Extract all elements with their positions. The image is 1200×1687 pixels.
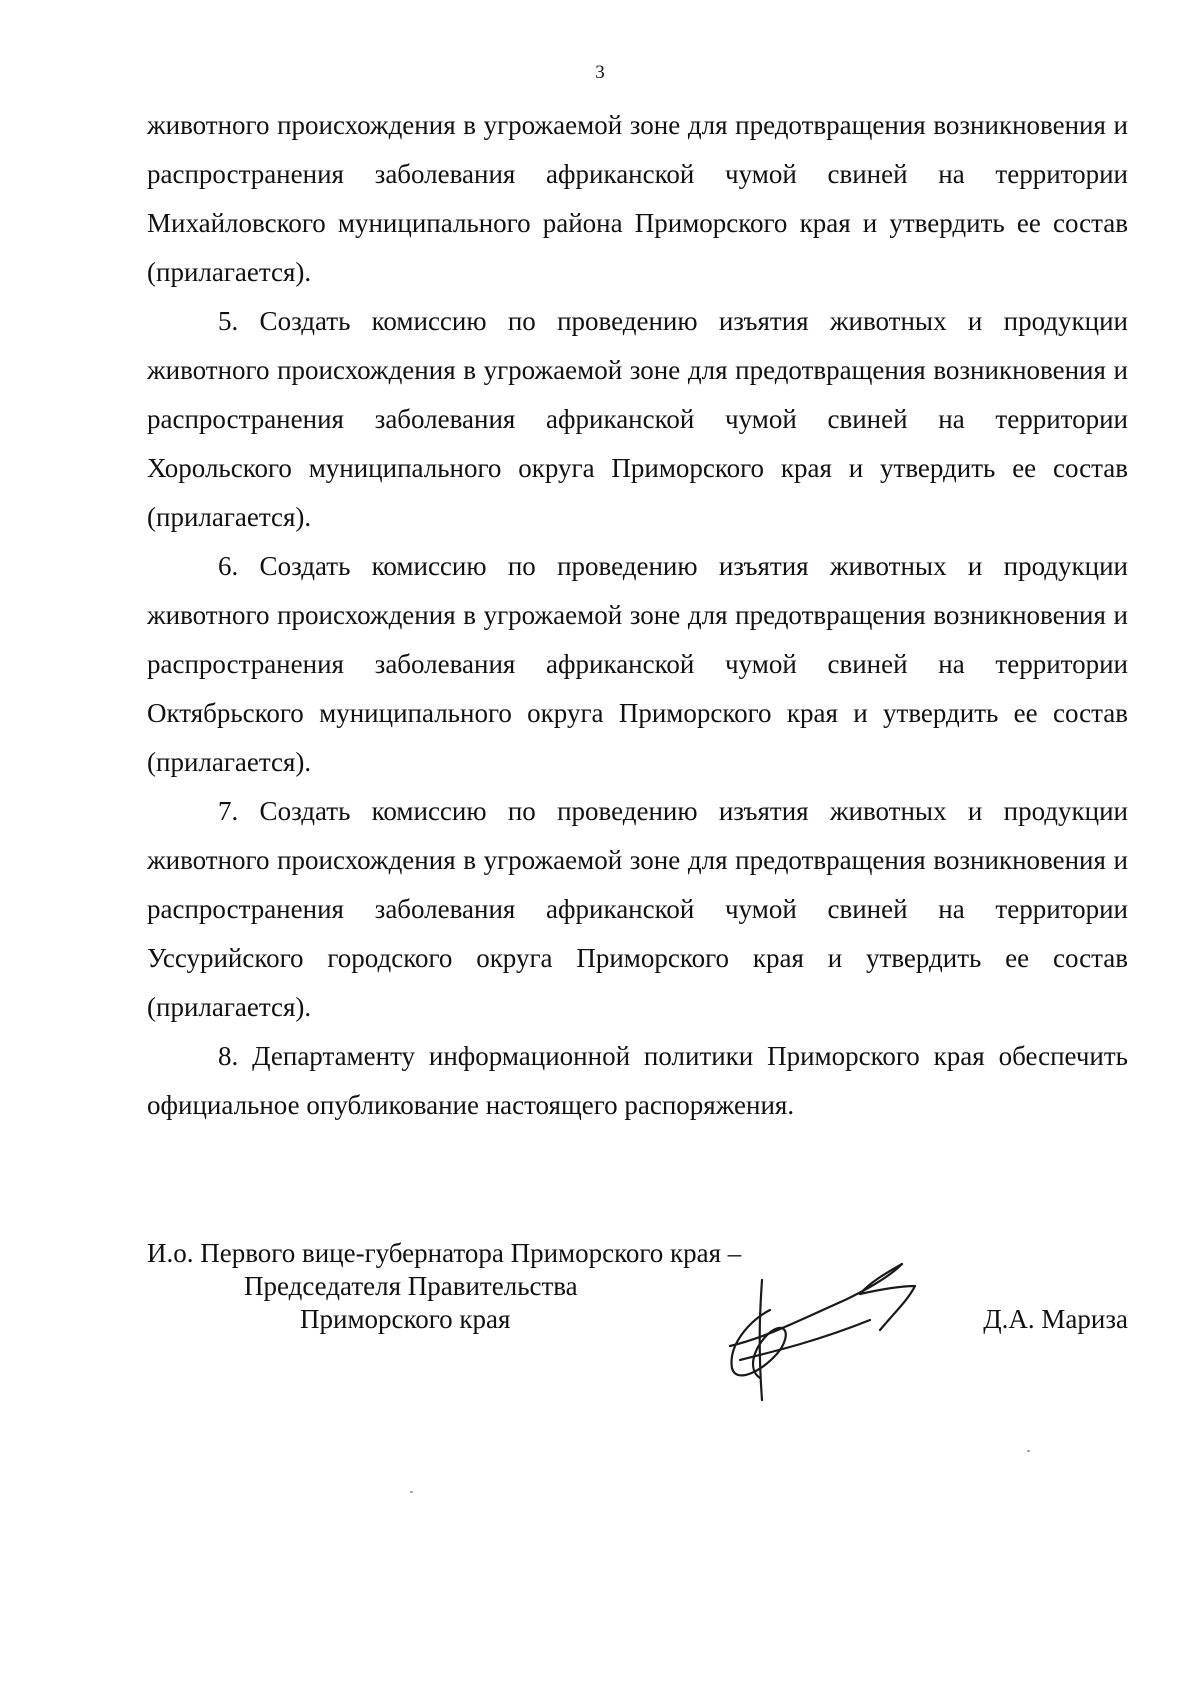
signer-name: Д.А. Мариза (983, 1304, 1128, 1334)
signer-position-line-1: И.о. Первого вице-губернатора Приморского края – (147, 1238, 742, 1268)
paragraph-item-6: 6. Создать комиссию по проведению изъятия животных и продукции животного происхождения в угрожаемой зоне для предотвращения возникновения и распространения заболевания африканской чумой свиней на территории Октябрьского муниципального округа Приморского края и утвердить ее состав (прилагается). (147, 551, 1128, 777)
signer-position-line-3: Приморского края (300, 1304, 511, 1334)
scan-speck (410, 1491, 413, 1493)
document-body (147, 101, 1128, 1130)
handwritten-signature (710, 1250, 960, 1405)
page-number: 3 (595, 62, 605, 83)
paragraph-item-5: 5. Создать комиссию по проведению изъятия животных и продукции животного происхождения в угрожаемой зоне для предотвращения возникновения и распространения заболевания африканской чумой свиней на территории Хорольского муниципального округа Приморского края и утвердить ее состав (прилагается). (147, 306, 1128, 532)
paragraph-continuation: животного происхождения в угрожаемой зоне для предотвращения возникновения и распространения заболевания африканской чумой свиней на территории Михайловского муниципального района Приморского края и утвердить ее состав (прилагается). (147, 110, 1128, 287)
scan-speck (1027, 1450, 1030, 1452)
signature-block (147, 1237, 1128, 1407)
signer-position-line-2: Председателя Правительства (244, 1271, 578, 1301)
paragraph-item-7: 7. Создать комиссию по проведению изъятия животных и продукции животного происхождения в угрожаемой зоне для предотвращения возникновения и распространения заболевания африканской чумой свиней на территории Уссурийского городского округа Приморского края и утвердить ее состав (прилагается). (147, 796, 1128, 1022)
paragraph-item-8: 8. Департаменту информационной политики Приморского края обеспечить официальное опубликование настоящего распоряжения. (147, 1041, 1128, 1120)
